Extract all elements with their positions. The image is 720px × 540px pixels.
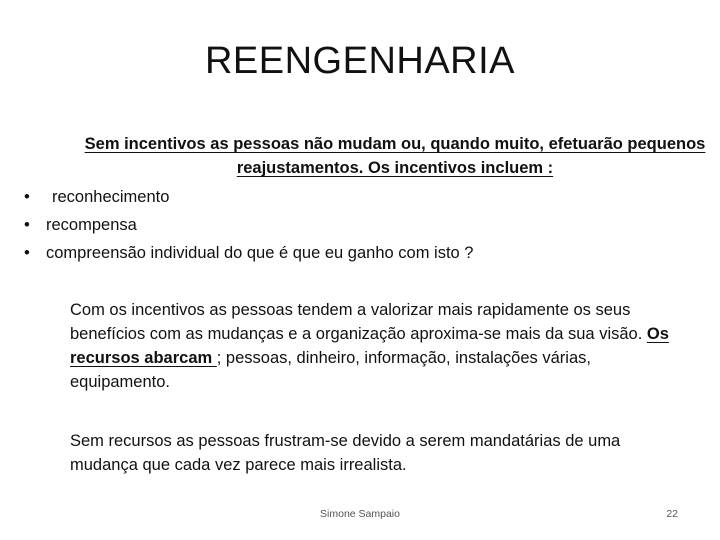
paragraph-incentives <box>70 298 690 394</box>
bullet-item <box>24 211 473 239</box>
bullet-item <box>24 183 473 211</box>
bullet-icon: • <box>24 216 30 234</box>
bullet-text: reconhecimento <box>52 188 170 206</box>
paragraph-resources: Sem recursos as pessoas frustram-se devido a serem mandatárias de uma mudança que cada vez parece mais irrealista. <box>70 432 621 474</box>
bullet-text: compreensão individual do que é que eu ganho com isto ? <box>46 244 474 262</box>
intro-text: Sem incentivos as pessoas não mudam ou, quando muito, efetuarão pequenos reajustamentos. Os incentivos incluem : <box>84 135 706 177</box>
page-number: 22 <box>666 508 678 520</box>
bullet-icon: • <box>24 244 30 262</box>
paragraph-text: Com os incentivos as pessoas tendem a valorizar mais rapidamente os seus benefícios com as mudanças e a organização aproxima-se mais da sua visão. <box>70 301 647 343</box>
emphasis-text: Os recursos abarcam <box>70 325 669 367</box>
footer-author: Simone Sampaio <box>320 508 400 520</box>
bullet-item <box>24 239 473 267</box>
slide-title: REENGENHARIA <box>204 40 516 82</box>
paragraph-text: ; pessoas, dinheiro, informação, instalações várias, equipamento. <box>70 349 591 391</box>
bullet-icon: • <box>24 188 30 206</box>
bullet-list <box>24 183 473 267</box>
bullet-text: recompensa <box>46 216 137 234</box>
